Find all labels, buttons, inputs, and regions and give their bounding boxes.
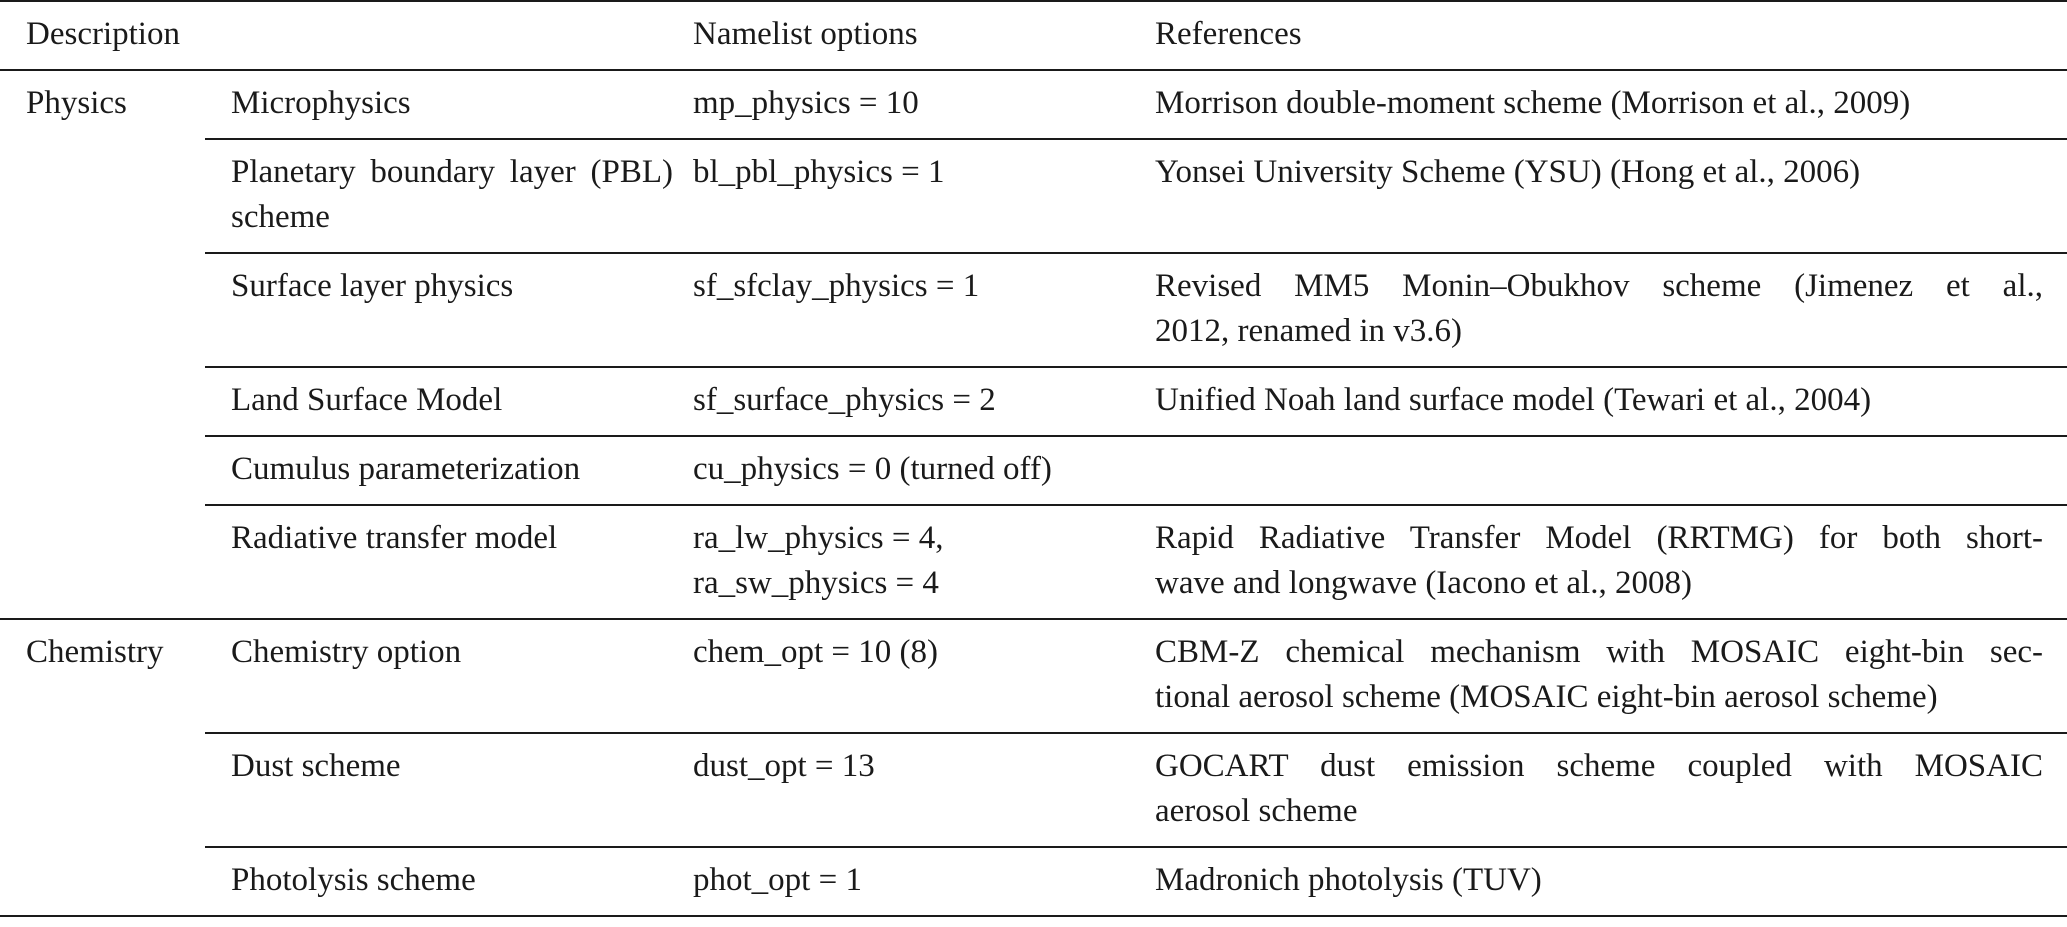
row-reference-line: wave and longwave (Iacono et al., 2008)	[1155, 565, 1692, 601]
row-namelist-option: cu_physics = 0 (turned off)	[693, 436, 1155, 505]
group-label-physics: Physics	[0, 70, 205, 619]
row-reference: Morrison double-moment scheme (Morrison et al., 2009)	[1155, 70, 2067, 139]
row-namelist-option-cell	[693, 505, 1155, 619]
row-description: Photolysis scheme	[205, 847, 693, 916]
row-reference-line: 2012, renamed in v3.6)	[1155, 313, 1463, 349]
row-reference-line: tional aerosol scheme (MOSAIC eight-bin aerosol scheme)	[1155, 679, 1938, 715]
header-namelist-options: Namelist options	[693, 1, 1155, 70]
table-row	[0, 847, 2067, 916]
row-description: Planetary boundary layer (PBL) scheme	[205, 139, 693, 253]
row-namelist-option: sf_sfclay_physics = 1	[693, 253, 1155, 367]
table-row	[0, 253, 2067, 367]
row-reference-line: GOCART dust emission scheme coupled with MOSAIC	[1155, 748, 2043, 784]
row-description: Microphysics	[205, 70, 693, 139]
row-description: Dust scheme	[205, 733, 693, 847]
row-namelist-line: ra_sw_physics = 4	[693, 565, 939, 601]
row-namelist-option: bl_pbl_physics = 1	[693, 139, 1155, 253]
row-reference-cell	[1155, 505, 2067, 619]
row-reference-line: Revised MM5 Monin–Obukhov scheme (Jimenez et al.,	[1155, 268, 2043, 304]
group-label-chemistry: Chemistry	[0, 619, 205, 916]
row-description: Surface layer physics	[205, 253, 693, 367]
table-row	[0, 619, 2067, 733]
row-description: Chemistry option	[205, 619, 693, 733]
row-description: Cumulus parameterization	[205, 436, 693, 505]
row-reference: Yonsei University Scheme (YSU) (Hong et al., 2006)	[1155, 139, 2067, 253]
row-namelist-option: mp_physics = 10	[693, 70, 1155, 139]
row-reference-cell	[1155, 733, 2067, 847]
row-description: Land Surface Model	[205, 367, 693, 436]
row-reference-line: CBM-Z chemical mechanism with MOSAIC eight-bin sec-	[1155, 634, 2043, 670]
table-row	[0, 70, 2067, 139]
row-reference-empty	[1155, 436, 2067, 505]
row-namelist-option: chem_opt = 10 (8)	[693, 619, 1155, 733]
table-row	[0, 436, 2067, 505]
row-reference-line: Rapid Radiative Transfer Model (RRTMG) for both short-	[1155, 520, 2043, 556]
table-header-row	[0, 1, 2067, 70]
row-namelist-option: sf_surface_physics = 2	[693, 367, 1155, 436]
row-reference-line: aerosol scheme	[1155, 793, 1358, 829]
row-reference-cell	[1155, 253, 2067, 367]
table-row	[0, 505, 2067, 619]
header-references: References	[1155, 1, 2067, 70]
header-description: Description	[0, 1, 693, 70]
row-namelist-option: dust_opt = 13	[693, 733, 1155, 847]
row-namelist-option: phot_opt = 1	[693, 847, 1155, 916]
row-reference: Unified Noah land surface model (Tewari et al., 2004)	[1155, 367, 2067, 436]
row-namelist-line: ra_lw_physics = 4,	[693, 520, 944, 556]
row-description: Radiative transfer model	[205, 505, 693, 619]
table-row	[0, 367, 2067, 436]
row-reference-cell	[1155, 619, 2067, 733]
table-row	[0, 139, 2067, 253]
table-row	[0, 733, 2067, 847]
row-reference: Madronich photolysis (TUV)	[1155, 847, 2067, 916]
